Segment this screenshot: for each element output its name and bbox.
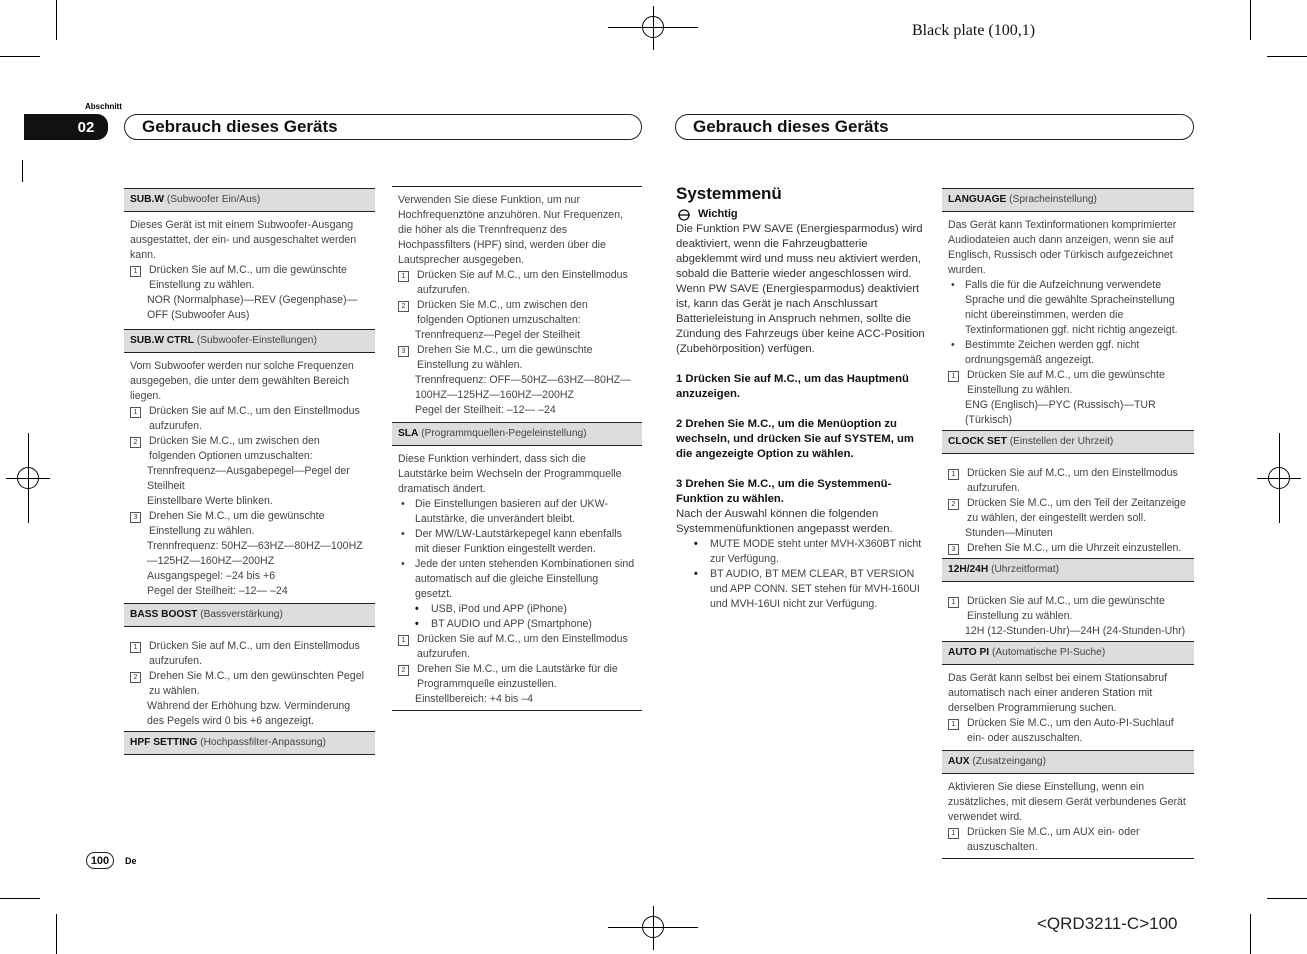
note-text: Einstellbare Werte blinken. <box>147 495 273 507</box>
crop-mark <box>1279 433 1280 523</box>
setting-header-aux: AUX (Zusatzeingang) <box>942 750 1194 774</box>
list-item: 1 Drücken Sie auf M.C., um die gewünschte Einstellung zu wählen. <box>942 368 1194 398</box>
list-item: 1 Drücken Sie auf M.C., um die gewünschte Einstellung zu wählen. <box>124 263 375 293</box>
list-item: 2 Drücken Sie M.C., um den Teil der Zeitanzeige zu wählen, der eingestellt werden soll. <box>942 496 1194 526</box>
options-text: Ausgangspegel: –24 bis +6 <box>147 570 276 582</box>
bullet-item: • Die Einstellungen basieren auf der UKW-Lautstärke, die unverändert bleibt. <box>401 498 608 525</box>
document-code: <QRD3211-C>100 <box>1037 914 1178 933</box>
options-text: Trennfrequenz: 50HZ—63HZ—80HZ—100HZ—125HZ—160HZ—200HZ <box>147 540 363 567</box>
section-number-text: 02 <box>77 118 95 136</box>
bullet-item: • Der MW/LW-Lautstärkepegel kann ebenfalls mit dieser Funktion eingestellt werden. <box>401 528 622 555</box>
important-note-label: Wichtig <box>676 207 928 222</box>
system-menu-title: Systemmenü <box>676 184 782 203</box>
options-text: Pegel der Steilheit: –12— –24 <box>415 404 556 416</box>
list-item: 2 Drehen Sie M.C., um den gewünschten Pegel zu wählen. <box>124 669 375 699</box>
page-number: 100 <box>86 852 114 869</box>
crop-mark <box>653 906 654 950</box>
options-text: NOR (Normalphase)—REV (Gegenphase)—OFF (Subwoofer Aus) <box>147 294 358 321</box>
sub-bullet-item: • BT AUDIO und APP (Smartphone) <box>415 618 592 630</box>
list-item: 2 Drücken Sie M.C., um zwischen den folgenden Optionen umzuschalten: <box>124 434 375 464</box>
page-title-right: Gebrauch dieses Geräts <box>675 114 1194 140</box>
setting-header-subw: SUB.W (Subwoofer Ein/Aus) <box>124 188 375 212</box>
options-text: 12H (12-Stunden-Uhr)—24H (24-Stunden-Uhr) <box>965 625 1186 637</box>
crop-mark <box>22 160 23 182</box>
paragraph: Das Gerät kann selbst bei einem Stationsabruf automatisch nach einer anderen Station mit derselben Programmierung suchen. <box>948 672 1168 714</box>
paragraph: Aktivieren Sie diese Einstellung, wenn ein zusätzliches, mit diesem Gerät verbundenes Gerät verwendet wird. <box>948 781 1186 823</box>
setting-header-language: LANGUAGE (Spracheinstellung) <box>942 188 1194 212</box>
crop-mark <box>1250 914 1251 954</box>
paragraph: Die Funktion PW SAVE (Energiesparmodus) wird deaktiviert, wenn die Fahrzeugbatterie abgeklemmt wird und muss neu aktiviert werden, sobald die Batterie wieder angeschlossen wird. Wenn PW SAVE (Energiesparmodus) deaktiviert ist, kann das Gerät je nach Anschlussart Batterieleistung in Anspruch nehmen, sollte die Zündung des Fahrzeugs über keine ACC-Position (Zubehörposition) verfügen. <box>676 223 925 355</box>
paragraph: Nach der Auswahl können die folgenden Systemmenüfunktionen angepasst werden. <box>676 508 893 535</box>
list-item: 2 Drehen Sie M.C., um die Lautstärke für die Programmquelle einzustellen. <box>392 662 642 692</box>
bullet-item: • Bestimmte Zeichen werden ggf. nicht ordnungsgemäß angezeigt. <box>951 339 1140 366</box>
list-item: 1 Drücken Sie auf M.C., um die gewünschte Einstellung zu wählen. <box>942 594 1194 624</box>
list-item: 1 Drücken Sie auf M.C., um den Einstellmodus aufzurufen. <box>124 404 375 434</box>
list-item: 1 Drücken Sie auf M.C., um den Einstellmodus aufzurufen. <box>942 466 1194 496</box>
list-item: 1 Drücken Sie auf M.C., um den Einstellmodus aufzurufen. <box>392 268 642 298</box>
language-code: De <box>125 856 137 866</box>
bullet-item: • MUTE MODE steht unter MVH-X360BT nicht zur Verfügung. <box>694 538 922 565</box>
paragraph: Dieses Gerät ist mit einem Subwoofer-Ausgang ausgestattet, der ein- und ausgeschaltet werden kann. <box>130 219 357 261</box>
sub-bullet-item: • USB, iPod und APP (iPhone) <box>415 603 567 615</box>
list-item: 3 Drehen Sie M.C., um die gewünschte Einstellung zu wählen. <box>392 343 642 373</box>
paragraph: Diese Funktion verhindert, dass sich die Lautstärke beim Wechseln der Programmquelle dramatisch ändert. <box>398 453 622 495</box>
instruction-step: 1 Drücken Sie auf M.C., um das Hauptmenü anzuzeigen. <box>676 373 909 400</box>
setting-header-12h-24h: 12H/24H (Uhrzeitformat) <box>942 558 1194 582</box>
system-menu-section <box>676 186 928 612</box>
column-4 <box>942 188 1194 859</box>
setting-header-auto-pi: AUTO PI (Automatische PI-Suche) <box>942 641 1194 665</box>
setting-header-clock-set: CLOCK SET (Einstellen der Uhrzeit) <box>942 430 1194 454</box>
column-1 <box>124 188 375 755</box>
list-item: 1 Drücken Sie M.C., um den Auto-PI-Suchlauf ein- oder auszuschalten. <box>942 716 1194 746</box>
crop-mark <box>1267 56 1307 57</box>
list-item: 3 Drehen Sie M.C., um die gewünschte Einstellung zu wählen. <box>124 509 375 539</box>
bullet-item: • Falls die für die Aufzeichnung verwendete Sprache und die gewählte Spracheinstellung nicht übereinstimmen, werden die Textinformationen ggf. nicht richtig angezeigt. <box>951 279 1178 336</box>
list-item: 1 Drücken Sie auf M.C., um den Einstellmodus aufzurufen. <box>392 632 642 662</box>
paragraph: Das Gerät kann Textinformationen komprimierter Audiodateien auch dann anzeigen, wenn sie auf Englisch, Russisch oder Türkisch aufgezeichnet wurden. <box>948 219 1177 276</box>
options-text: Einstellbereich: +4 bis –4 <box>392 692 642 711</box>
bullet-item: • Jede der unten stehenden Kombinationen sind automatisch auf die gleiche Einstellung gesetzt. <box>401 558 635 600</box>
list-item: 1 Drücken Sie auf M.C., um den Einstellmodus aufzurufen. <box>124 639 375 669</box>
options-text: Trennfrequenz—Ausgabepegel—Pegel der Steilheit <box>147 465 350 492</box>
section-number <box>24 114 108 140</box>
section-label: Abschnitt <box>85 102 122 111</box>
crop-mark <box>653 6 654 50</box>
crop-mark <box>56 0 57 40</box>
crop-mark <box>0 898 40 899</box>
setting-header-hpf: HPF SETTING (Hochpassfilter-Anpassung) <box>124 731 375 755</box>
instruction-step: 2 Drehen Sie M.C., um die Menüoption zu wechseln, und drücken Sie auf SYSTEM, um die angezeigte Option zu wählen. <box>676 418 914 460</box>
note-text: Während der Erhöhung bzw. Verminderung des Pegels wird 0 bis +6 angezeigt. <box>147 700 351 727</box>
options-text: ENG (Englisch)—PYC (Russisch)—TUR (Türkisch) <box>965 399 1156 426</box>
paragraph: Verwenden Sie diese Funktion, um nur Hochfrequenztöne anzuhören. Nur Frequenzen, die höher als die Trennfrequenz des Hochpassfilters (HPF) sind, werden über die Lautsprecher ausgegeben. <box>398 194 623 266</box>
list-item: 1 Drücken Sie M.C., um AUX ein- oder auszuschalten. <box>942 825 1194 859</box>
setting-header-bass-boost: BASS BOOST (Bassverstärkung) <box>124 603 375 627</box>
bullet-item: • BT AUDIO, BT MEM CLEAR, BT VERSION und APP CONN. SET stehen für MVH-160UI und MVH-16UI nicht zur Verfügung. <box>694 568 920 610</box>
crop-mark <box>1250 0 1251 40</box>
paragraph: Vom Subwoofer werden nur solche Frequenzen ausgegeben, die unter dem gewählten Bereich liegen. <box>130 360 354 402</box>
instruction-step: 3 Drehen Sie M.C., um die Systemmenü-Funktion zu wählen. <box>676 478 892 505</box>
crop-mark <box>56 914 57 954</box>
page-title-left: Gebrauch dieses Geräts <box>124 114 642 140</box>
crop-mark <box>1267 898 1307 899</box>
options-text: Stunden—Minuten <box>965 527 1053 539</box>
list-item: 3 Drehen Sie M.C., um die Uhrzeit einzustellen. <box>942 541 1194 556</box>
crop-mark <box>28 433 29 523</box>
warning-icon <box>676 209 694 221</box>
list-item: 2 Drücken Sie M.C., um zwischen den folgenden Optionen umzuschalten: <box>392 298 642 328</box>
crop-mark <box>0 56 40 57</box>
options-text: Pegel der Steilheit: –12— –24 <box>147 585 288 597</box>
plate-label: Black plate (100,1) <box>912 22 1036 39</box>
options-text: Trennfrequenz: OFF—50HZ—63HZ—80HZ—100HZ—125HZ—160HZ—200HZ <box>415 374 631 401</box>
column-2 <box>392 186 642 711</box>
setting-header-sla: SLA (Programmquellen-Pegeleinstellung) <box>392 422 642 446</box>
options-text: Trennfrequenz—Pegel der Steilheit <box>415 329 581 341</box>
setting-header-subw-ctrl: SUB.W CTRL (Subwoofer-Einstellungen) <box>124 329 375 353</box>
